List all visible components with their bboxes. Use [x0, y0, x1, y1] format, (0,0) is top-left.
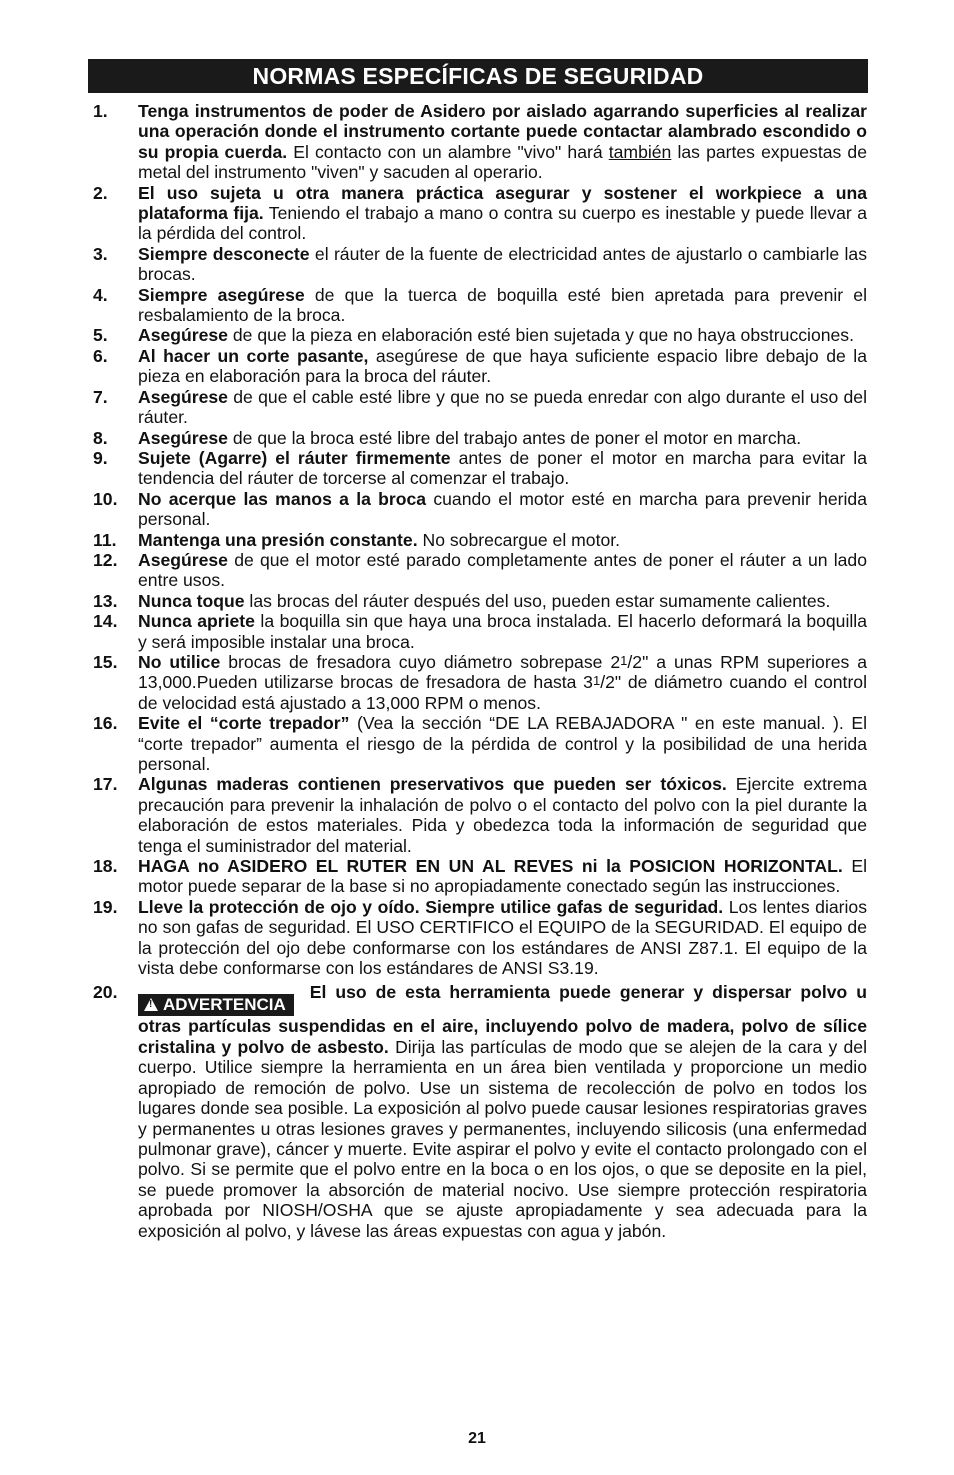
list-item	[93, 101, 867, 183]
item-lead: Asegúrese	[138, 386, 228, 407]
list-item	[93, 325, 867, 345]
item-number: 10.	[93, 488, 118, 509]
list-item	[93, 448, 867, 489]
item-lead: No utilice	[138, 651, 221, 672]
item-text: brocas de fresadora cuyo diámetro sobrepase 2	[220, 651, 621, 672]
fraction-numerator: 1	[592, 673, 601, 689]
item-text: cuando el motor esté en marcha para prevenir herida personal.	[138, 488, 867, 530]
item-number: 1.	[93, 101, 108, 121]
item-number: 7.	[93, 386, 108, 407]
warning-triangle-icon	[144, 998, 158, 1011]
item-text: Ejercite extrema precaución para prevenir la inhalación de polvo o el contacto del polvo con la piel durante la elaboración de estos materiales. Pida y obedezca toda la información de seguridad que tenga el suministrador del material.	[138, 774, 867, 856]
item-number: 11.	[93, 529, 117, 550]
list-item	[93, 897, 867, 979]
list-item	[93, 713, 867, 774]
item-lead: El uso de esta herramienta puede generar y dispersar polvo u otras partículas suspendidas en el aire, incluyendo polvo de madera, polvo de sílice cristalina y polvo de asbesto.	[138, 982, 867, 1057]
item-lead: Lleve la protección de ojo y oído. Siempre utilice gafas de seguridad.	[138, 896, 724, 917]
list-item	[93, 428, 867, 448]
item-lead: HAGA no ASIDERO EL RUTER EN UN AL REVES ni la POSICION HORIZONTAL.	[138, 856, 843, 877]
list-item	[93, 611, 867, 652]
item-text: el ráuter de la fuente de electricidad antes de ajustarlo o cambiarle las brocas.	[138, 243, 867, 285]
item-number: 2.	[93, 182, 108, 203]
item-lead: Asegúrese	[138, 549, 228, 570]
item-text: de que la pieza en elaboración esté bien sujetada y que no haya obstrucciones.	[227, 325, 854, 346]
list-item	[93, 856, 867, 897]
item-lead: Al hacer un corte pasante,	[138, 345, 369, 366]
item-lead: Asegúrese	[138, 325, 228, 346]
item-text: de que el cable esté libre y que no se pueda enredar con algo durante el uso del ráuter.	[138, 386, 867, 428]
item-number: 5.	[93, 325, 108, 346]
item-text: las brocas del ráuter después del uso, pueden estar sumamente calientes.	[244, 590, 831, 611]
item-text: Teniendo el trabajo a mano o contra su cuerpo es inestable y puede llevar a la pérdida del control.	[138, 203, 867, 244]
item-text: /2" a unas RPM superiores a 13,000.Pueden utilizarse brocas de fresadora de hasta 3	[138, 651, 868, 693]
item-text: No sobrecargue el motor.	[417, 529, 621, 550]
item-lead: Siempre desconecte	[138, 243, 310, 264]
item-number: 17.	[93, 774, 118, 795]
item-number: 4.	[93, 284, 108, 305]
list-item	[93, 982, 867, 1240]
item-text: El motor puede separar de la base si no apropiadamente conectado según las instrucciones.	[138, 856, 867, 897]
item-text: (Vea la sección “DE LA REBAJADORA " en este manual. ). El “corte trepador” aumenta el riesgo de la pérdida de control y la posibilidad de una herida personal.	[138, 713, 867, 774]
item-lead: Siempre asegúrese	[138, 284, 305, 305]
item-number: 15.	[93, 651, 118, 672]
safety-rules-list	[93, 101, 867, 1241]
item-text: de que la tuerca de boquilla esté bien apretada para prevenir el resbalamiento de la broca.	[138, 284, 867, 326]
item-text: las partes expuestas de metal del instrumento "viven" y sacuden al operario.	[138, 141, 867, 183]
list-item	[93, 346, 867, 387]
list-item	[93, 489, 867, 530]
item-number: 16.	[93, 713, 118, 734]
item-lead: Tenga instrumentos de poder de Asidero por aislado agarrando superficies al realizar una operación donde el instrumento cortante puede contactar alambrado escondido o su propia cuerda.	[138, 101, 867, 162]
item-lead: Algunas maderas contienen preservativos que pueden ser tóxicos.	[138, 774, 727, 795]
list-item	[93, 285, 867, 326]
item-number: 14.	[93, 611, 118, 632]
fraction-numerator: 1	[620, 652, 628, 668]
item-text: de que la broca esté libre del trabajo antes de poner el motor en marcha.	[227, 427, 802, 448]
item-lead: Mantenga una presión constante.	[138, 529, 418, 550]
item-number: 3.	[93, 243, 108, 264]
item-number: 8.	[93, 427, 108, 448]
warning-badge	[138, 994, 294, 1016]
list-item	[93, 591, 867, 611]
page-number: 21	[468, 1430, 486, 1447]
item-lead: Nunca toque	[138, 590, 245, 611]
item-lead: Nunca apriete	[138, 611, 255, 632]
item-text: /2" de diámetro cuando el control de velocidad está ajustado a 13,000 RPM o menos.	[138, 672, 867, 713]
item-number: 20.	[93, 982, 118, 1003]
item-lead: Sujete (Agarre) el ráuter firmemente	[138, 447, 451, 468]
item-text: asegúrese de que haya suficiente espacio libre debajo de la pieza en elaboración para la broca del ráuter.	[138, 345, 867, 387]
item-number: 18.	[93, 856, 118, 877]
list-item	[93, 183, 867, 244]
list-item	[93, 550, 867, 591]
item-number: 9.	[93, 447, 108, 468]
item-text: Los lentes diarios no son gafas de seguridad. El USO CERTIFICO el EQUIPO de la SEGURIDAD. El equipo de la protección del ojo debe conformarse con los estándares de ANSI Z87.1. El equipo de la vista debe conformarse con los estándares de ANSI S3.19.	[138, 896, 868, 979]
list-item	[93, 774, 867, 856]
item-number: 6.	[93, 345, 108, 366]
warning-badge-label: ADVERTENCIA	[163, 995, 286, 1015]
item-lead: No acerque las manos a la broca	[138, 488, 427, 509]
list-item	[93, 652, 867, 713]
item-text: la boquilla sin que haya una broca instalada. El hacerlo deformará la boquilla y será imposible instalar una broca.	[138, 611, 867, 652]
item-lead: Asegúrese	[138, 427, 228, 448]
item-text: El contacto con un alambre "vivo" hará	[287, 141, 609, 162]
list-item	[93, 244, 867, 285]
item-text: antes de poner el motor en marcha para evitar la tendencia del ráuter de torcerse al comenzar el trabajo.	[138, 447, 867, 489]
item-number: 19.	[93, 896, 118, 917]
item-underlined-word: también	[608, 141, 672, 162]
item-text: Dirija las partículas de modo que se alejen de la cara y del cuerpo. Utilice siempre la herramienta en un área bien ventilada y proporcione un medio apropiado de remoción de polvo. Use un sistema de recolección de polvo en todos los lugares donde sea posible. La exposición al polvo puede causar lesiones respiratorias graves y permanentes u otras lesiones graves y permanentes, incluyendo silicosis (una enfermedad pulmonar grave), cáncer y muerte. Evite aspirar el polvo y evite el contacto prolongado con el polvo. Si se permite que el polvo entre en la boca o en los ojos, o que se deposite en la piel, se puede promover la absorción de material nocivo. Use siempre protección respiratoria aprobada por NIOSH/OSHA que se ajuste apropiadamente y sea adecuada para la exposición al polvo, y lávese las áreas expuestas con agua y jabón.	[138, 1036, 868, 1241]
section-title: NORMAS ESPECÍFICAS DE SEGURIDAD	[88, 59, 868, 93]
item-lead: Evite el “corte trepador”	[138, 713, 350, 734]
item-text: de que el motor esté parado completamente antes de poner el ráuter a un lado entre usos.	[138, 549, 867, 591]
list-item	[93, 530, 867, 550]
item-lead: El uso sujeta u otra manera práctica asegurar y sostener el workpiece a una plataforma fija.	[138, 182, 867, 224]
item-number: 12.	[93, 549, 118, 570]
list-item	[93, 387, 867, 428]
item-number: 13.	[93, 590, 118, 611]
